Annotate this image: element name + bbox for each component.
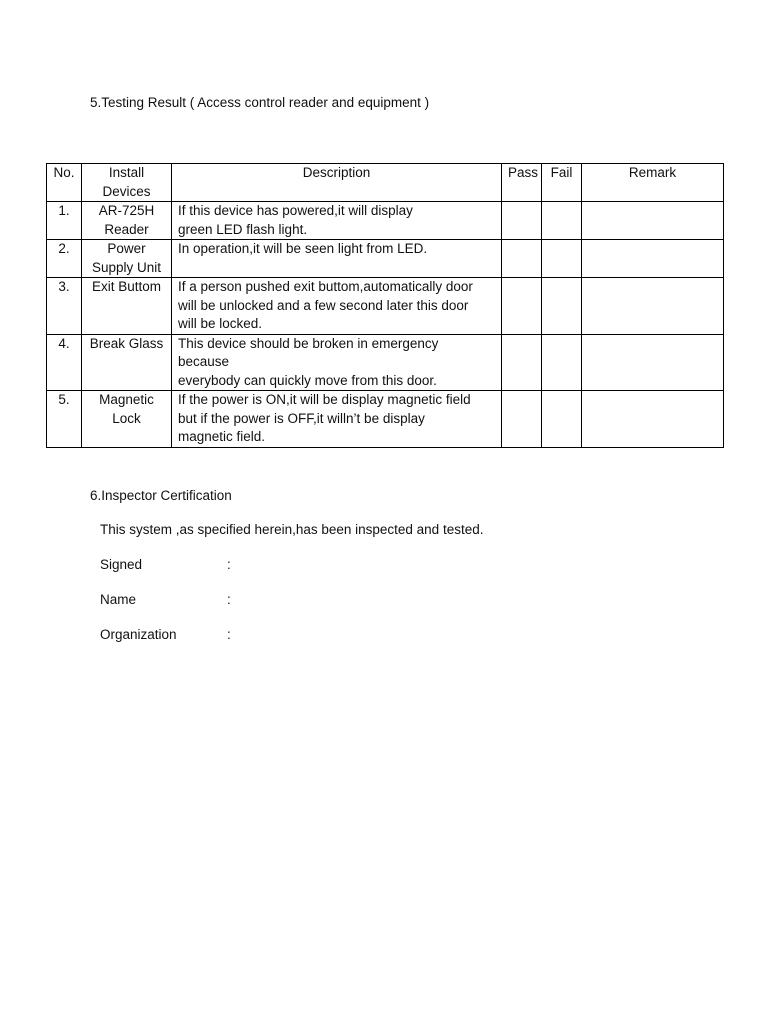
row-pass-cell <box>502 391 542 448</box>
row-description <box>172 391 502 448</box>
table-row <box>47 334 724 391</box>
description-line: will be unlocked and a few second later this door <box>178 297 469 313</box>
description-line: magnetic field. <box>178 429 266 444</box>
row-device <box>82 202 172 240</box>
description-line: This device should be broken in emergency <box>178 335 439 351</box>
device-line: Reader <box>104 221 149 237</box>
row-no: 4. <box>47 334 82 391</box>
row-description <box>172 202 502 240</box>
row-description <box>172 278 502 335</box>
row-device <box>82 278 172 335</box>
description-line: but if the power is OFF,it willn’t be display <box>178 410 425 426</box>
certification-statement: This system ,as specified herein,has been inspected and tested. <box>100 522 484 537</box>
row-pass-cell <box>502 334 542 391</box>
table-row <box>47 202 724 240</box>
description-line: If the power is ON,it will be display magnetic field <box>178 392 471 407</box>
row-pass-cell <box>502 202 542 240</box>
row-no: 1. <box>47 202 82 240</box>
row-remark-cell <box>582 334 724 391</box>
device-line: AR-725H <box>98 203 155 218</box>
signed-label: Signed <box>100 557 143 572</box>
name-colon: : <box>227 592 231 607</box>
description-line: If this device has powered,it will display <box>178 203 413 218</box>
header-remark: Remark <box>582 164 724 202</box>
row-remark-cell <box>582 278 724 335</box>
device-line: Supply Unit <box>91 259 162 275</box>
name-row <box>100 591 231 609</box>
organization-row <box>100 626 231 644</box>
row-description <box>172 334 502 391</box>
header-description: Description <box>172 164 502 202</box>
row-fail-cell <box>542 391 582 448</box>
header-pass: Pass <box>502 164 542 202</box>
signed-row <box>100 556 231 574</box>
table-header-row <box>47 164 724 202</box>
device-line: Break Glass <box>89 335 164 351</box>
row-device <box>82 391 172 448</box>
header-no: No. <box>47 164 82 202</box>
row-fail-cell <box>542 334 582 391</box>
device-line: Power <box>107 241 146 256</box>
organization-colon: : <box>227 627 231 642</box>
row-no: 3. <box>47 278 82 335</box>
row-fail-cell <box>542 240 582 278</box>
row-no: 5. <box>47 391 82 448</box>
row-fail-cell <box>542 278 582 335</box>
row-pass-cell <box>502 240 542 278</box>
device-line: Magnetic <box>99 392 154 407</box>
description-line: because <box>178 354 230 369</box>
table-row <box>47 278 724 335</box>
section-6-title: 6.Inspector Certification <box>90 488 232 503</box>
device-line: Lock <box>112 410 141 426</box>
organization-label: Organization <box>100 627 177 642</box>
header-install-devices-line: Install <box>108 165 145 180</box>
description-line: If a person pushed exit buttom,automatically door <box>178 279 473 294</box>
row-fail-cell <box>542 202 582 240</box>
row-device <box>82 240 172 278</box>
row-remark-cell <box>582 202 724 240</box>
row-no: 2. <box>47 240 82 278</box>
row-pass-cell <box>502 278 542 335</box>
header-fail: Fail <box>542 164 582 202</box>
description-line: will be locked. <box>178 316 263 331</box>
signed-colon: : <box>227 557 231 572</box>
row-remark-cell <box>582 240 724 278</box>
testing-results-table <box>46 163 724 448</box>
row-description <box>172 240 502 278</box>
table-row <box>47 240 724 278</box>
section-5-title: 5.Testing Result ( Access control reader and equipment ) <box>90 95 430 110</box>
description-line: everybody can quickly move from this door. <box>178 372 437 388</box>
row-device <box>82 334 172 391</box>
description-line: green LED flash light. <box>178 221 308 237</box>
header-install-devices-line: Devices <box>102 183 151 199</box>
header-install-devices <box>82 164 172 202</box>
table-row <box>47 391 724 448</box>
description-line: In operation,it will be seen light from LED. <box>178 241 428 256</box>
name-label: Name <box>100 592 137 607</box>
row-remark-cell <box>582 391 724 448</box>
device-line: Exit Buttom <box>91 279 162 294</box>
